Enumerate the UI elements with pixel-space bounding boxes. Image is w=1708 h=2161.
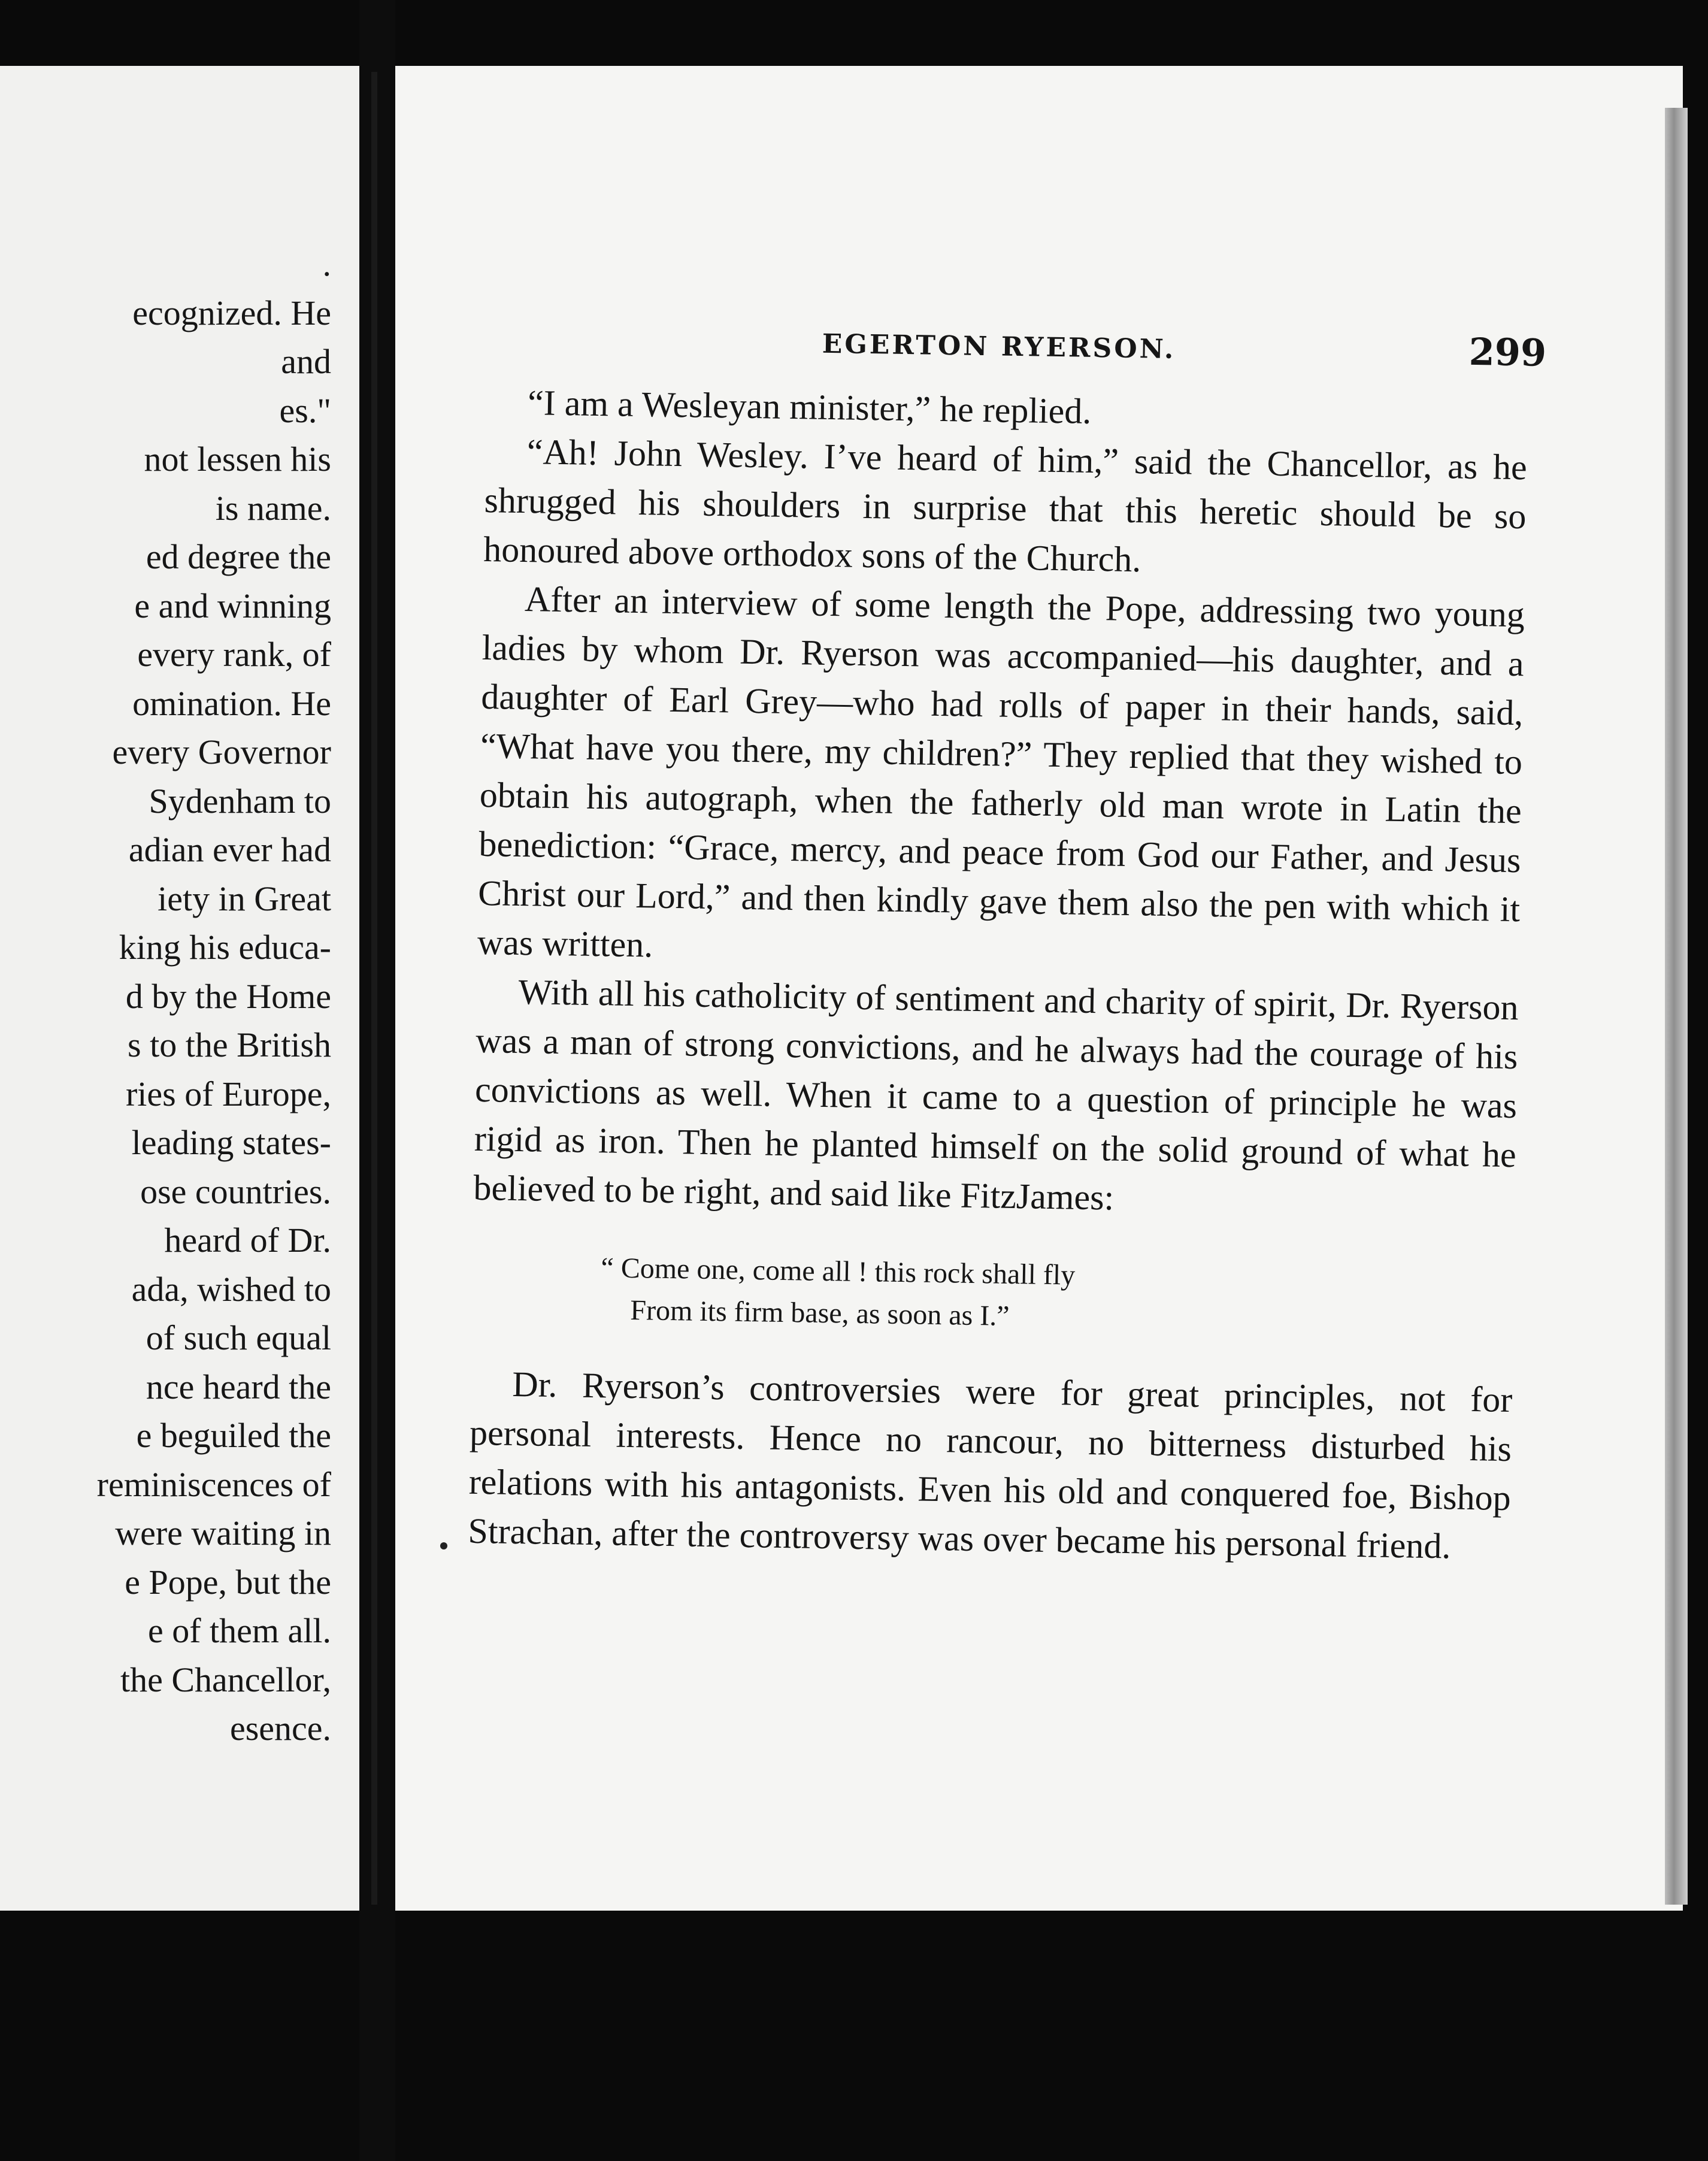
verse-line-2: From its firm base, as soon as I.” <box>630 1294 1010 1332</box>
left-page-line: e and winning <box>134 586 331 625</box>
left-page-line: of such equal <box>146 1318 331 1357</box>
left-page-line: e beguiled the <box>136 1416 331 1455</box>
left-page-line: s to the British <box>128 1025 331 1064</box>
right-page <box>395 66 1683 1911</box>
gutter-edge <box>371 72 377 1905</box>
left-page-line: ada, wished to <box>131 1269 331 1309</box>
margin-dot <box>440 1542 447 1549</box>
book-gutter <box>359 0 395 2161</box>
left-page-line: es." <box>279 391 331 430</box>
left-page-line: is name. <box>215 488 331 528</box>
left-page-line: iety in Great <box>158 879 331 918</box>
left-page-line: e of them all. <box>147 1611 331 1650</box>
left-page-line: were waiting in <box>115 1514 331 1552</box>
left-page-line: Sydenham to <box>149 781 331 821</box>
verse-line-1: “ Come one, come all ! this rock shall fly <box>601 1252 1076 1291</box>
running-title: EGERTON RYERSON. <box>822 328 1176 365</box>
paragraph-controversies: Dr. Ryerson’s controversies were for great principles, not for personal interests. Hence no rancour, no bitterness disturbed his relations with his antagonists. Even his old and conquered foe, Bishop Strachan, after the controversy was over became his personal friend. <box>468 1364 1513 1566</box>
left-page-line: king his educa- <box>119 928 331 967</box>
left-page-line: and <box>281 342 331 381</box>
left-page-line: heard of Dr. <box>164 1221 331 1260</box>
running-head <box>487 258 1547 375</box>
page-number: 299 <box>1468 329 1547 375</box>
left-page-line: e Pope, but the <box>125 1562 331 1602</box>
left-page-line: every rank, of <box>137 635 331 674</box>
body-text <box>468 377 1528 1572</box>
left-page-line: ecognized. He <box>132 293 331 332</box>
left-page-line: reminiscences of <box>96 1464 331 1504</box>
left-page-text <box>0 240 331 1753</box>
right-page-text-block <box>468 258 1547 1566</box>
left-page-line: every Governor <box>112 733 331 771</box>
paragraph-interview: After an interview of some length the Pope, addressing two young ladies by whom Dr. Ryerson was accompanied—his daughter, and a daughter of Earl Grey—who had rolls of paper in their hands, said, “What have you there, my children?” They replied that they wished to obtain his autograph, when the fatherly old man wrote in Latin the benediction: “Grace, mercy, and peace from God our Father, and Jesus Christ our Lord,” and then kindly gave them also the pen with which it was written. <box>477 579 1525 965</box>
left-page-line: omination. He <box>132 683 331 723</box>
verse-quote <box>471 1245 1515 1345</box>
left-page-line: ed degree the <box>146 537 331 576</box>
left-page-line: adian ever had <box>128 830 331 869</box>
left-page-line: . <box>322 244 331 283</box>
left-page-line: esence. <box>229 1709 331 1748</box>
paragraph-chancellor: “Ah! John Wesley. I’ve heard of him,” said the Chancellor, as he shrugged his shoulders in surprise that this heretic should be so honoured above orthodox sons of the Church. <box>483 432 1528 580</box>
left-page-line: not lessen his <box>144 440 331 479</box>
left-page-line: d by the Home <box>125 976 331 1016</box>
left-page-line: leading states- <box>131 1123 331 1162</box>
left-page <box>0 66 380 1911</box>
paragraph-convictions: With all his catholicity of sentiment and charity of spirit, Dr. Ryerson was a man of strong convictions, and he always had the courage of his convictions as well. When it came to a question of principle he was rigid as iron. Then he planted himself on the solid ground of what he believed to be right, and said like FitzJames: <box>473 971 1519 1218</box>
paragraph-reply: “I am a Wesleyan minister,” he replied. <box>527 383 1092 431</box>
left-page-line: the Chancellor, <box>120 1660 331 1699</box>
left-page-line: nce heard the <box>146 1367 331 1406</box>
left-page-line: ose countries. <box>140 1172 331 1211</box>
left-page-line: ries of Europe, <box>125 1074 331 1113</box>
page-stack-edge <box>1665 108 1688 1905</box>
